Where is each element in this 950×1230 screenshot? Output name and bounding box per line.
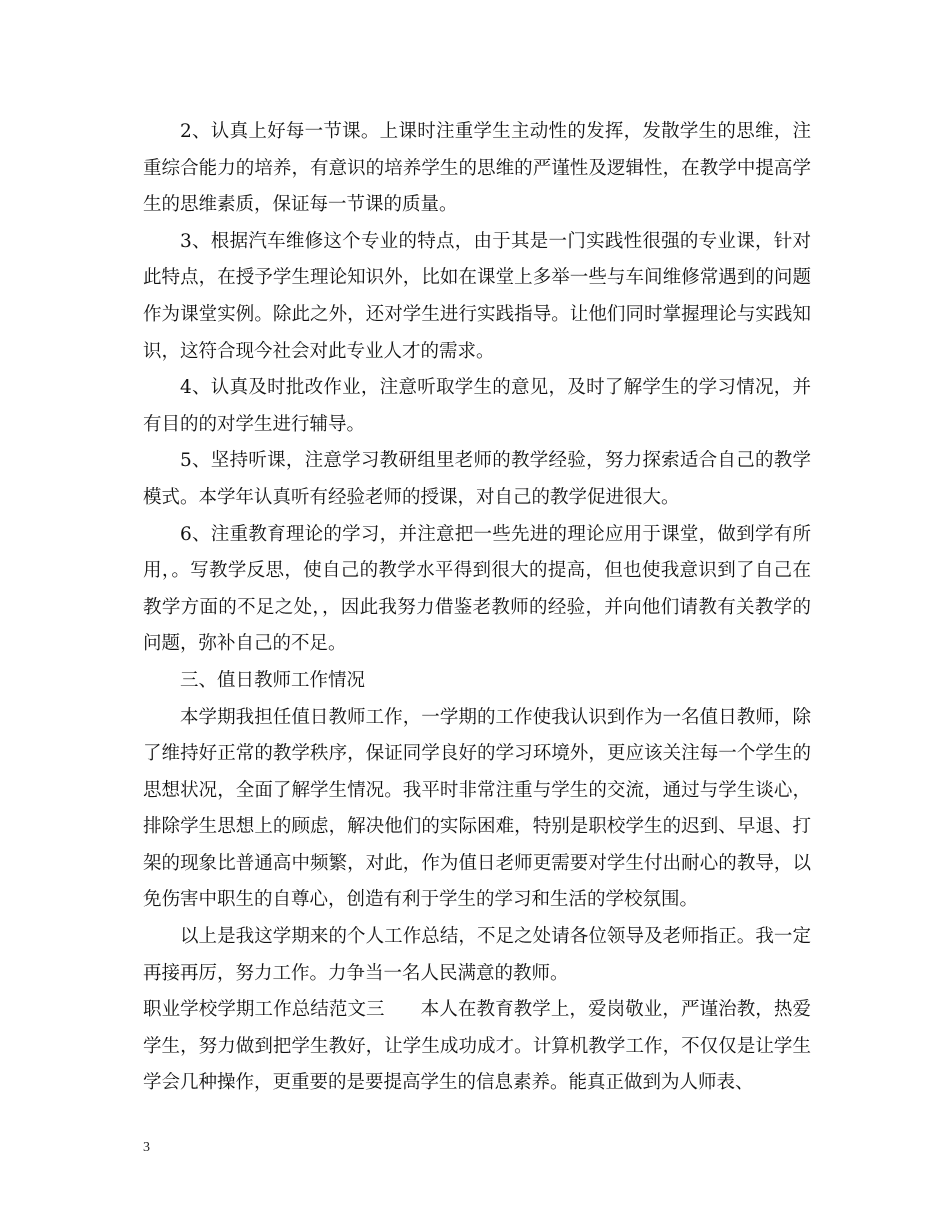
- paragraph-item-4: 4、认真及时批改作业，注意听取学生的意见，及时了解学生的学习情况，并有目的的对学生进行辅导。: [143, 377, 811, 435]
- paragraph-item-5: 5、坚持听课，注意学习教研组里老师的教学经验，努力探索适合自己的教学模式。本学年认真听有经验老师的授课，对自己的教学促进很大。: [143, 450, 811, 508]
- paragraph-item-3: 3、根据汽车维修这个专业的特点，由于其是一门实践性很强的专业课，针对此特点，在授予学生理论知识外，比如在课堂上多举一些与车间维修常遇到的问题作为课堂实例。除此之外，还对学生进行实践指导。让他们同时掌握理论与实践知识，这符合现今社会对此专业人才的需求。: [143, 230, 811, 362]
- paragraph-duty-teacher: 本学期我担任值日教师工作，一学期的工作使我认识到作为一名值日教师，除了维持好正常的教学秩序，保证同学良好的学习环境外，更应该关注每一个学生的思想状况，全面了解学生情况。我平时非常注重与学生的交流，通过与学生谈心，排除学生思想上的顾虑，解决他们的实际困难，特别是职校学生的迟到、早退、打架的现象比普通高中频繁，对此，作为值日老师更需要对学生付出耐心的教导，以免伤害中职生的自尊心，创造有利于学生的学习和生活的学校氛围。: [143, 706, 811, 911]
- paragraph-item-6: 6、注重教育理论的学习，并注意把一些先进的理论应用于课堂，做到学有所用，。写教学反思，使自己的教学水平得到很大的提高，但也使我意识到了自己在教学方面的不足之处，，因此我努力借鉴老教师的经验，并向他们请教有关教学的问题，弥补自己的不足。: [143, 523, 811, 655]
- section-heading: 三、值日教师工作情况: [180, 669, 366, 691]
- article-title: 职业学校学期工作总结范文三: [143, 999, 385, 1021]
- article-intro-text: 本人在教育教学上，爱岗敬业，严谨治教，热爱学生，努力做到把学生教好，让学生成功成才。计算机教学工作，不仅仅是让学生学会几种操作，更重要的是要提高学生的信息素养。能真正做到为人师表、: [143, 999, 811, 1094]
- paragraph-item-2: 2、认真上好每一节课。上课时注重学生主动性的发挥，发散学生的思维，注重综合能力的培养，有意识的培养学生的思维的严谨性及逻辑性，在教学中提高学生的思维素质，保证每一节课的质量。: [143, 121, 811, 216]
- paragraph-closing: 以上是我这学期来的个人工作总结，不足之处请各位领导及老师指正。我一定再接再厉，努力工作。力争当一名人民满意的教师。: [143, 926, 811, 984]
- paragraph-section-three: [143, 992, 811, 1102]
- page-number: 3: [143, 1140, 150, 1155]
- document-body: [143, 114, 811, 1102]
